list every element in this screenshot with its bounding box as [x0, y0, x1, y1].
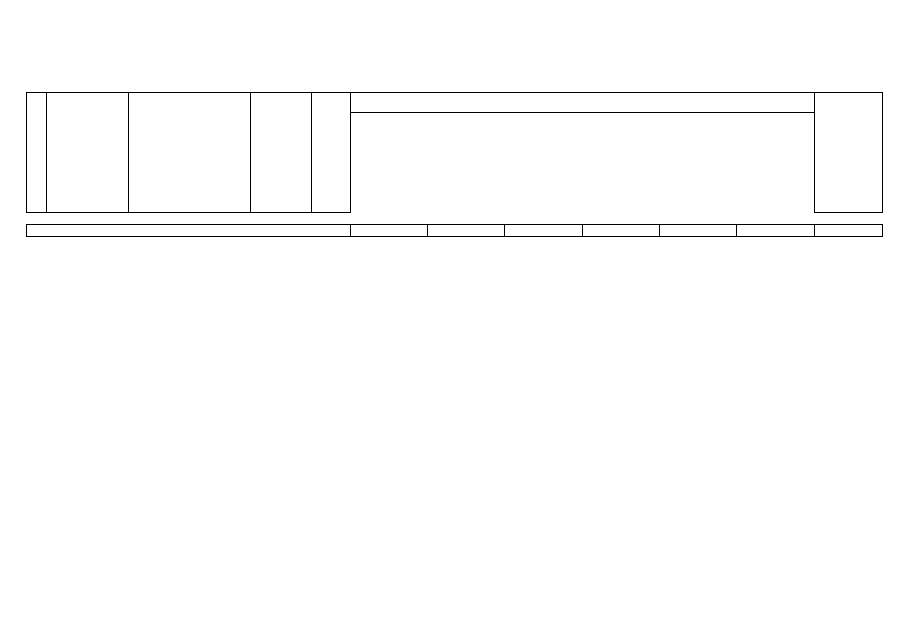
header-distance [311, 93, 350, 213]
header-asr [814, 93, 882, 213]
totals-rank4 [659, 225, 736, 237]
fire-forces-table [26, 92, 883, 237]
header-group [350, 93, 814, 113]
header-municipality [47, 93, 128, 213]
totals-rank3 [582, 225, 659, 237]
totals-asr [814, 225, 882, 237]
totals-rank2 [505, 225, 582, 237]
header-call-method [250, 93, 311, 213]
totals-label [27, 225, 351, 237]
totals-rank5 [737, 225, 814, 237]
header-units [128, 93, 250, 213]
totals-rank1 [350, 225, 427, 237]
totals-rank1bis [427, 225, 504, 237]
totals-row [27, 225, 883, 237]
document-page [26, 92, 883, 237]
header-num [27, 93, 47, 213]
